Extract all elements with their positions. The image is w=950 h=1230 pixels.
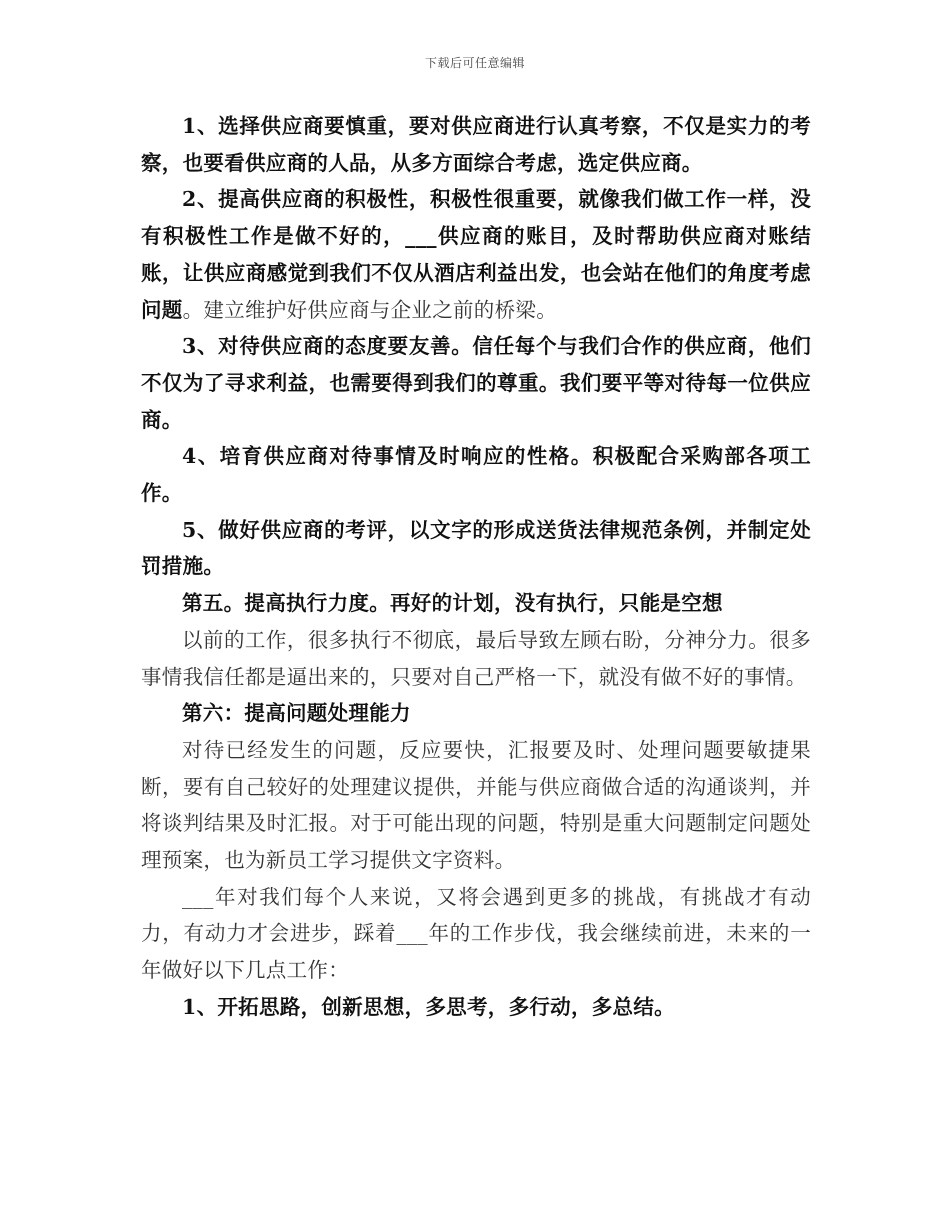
section-5-heading xyxy=(141,585,811,622)
page-header: 下载后可任意编辑 xyxy=(424,56,525,70)
paragraph-text: 以前的工作，很多执行不彻底，最后导致左顾右盼，分神分力。很多事情我信任都是逼出来的，只要对自己严格一下，就没有做不好的事情。 xyxy=(141,627,811,689)
paragraph-text: 4、培育供应商对待事情及时响应的性格。积极配合采购部各项工作。 xyxy=(141,444,811,506)
paragraph-text: ___年对我们每个人来说，又将会遇到更多的挑战，有挑战才有动力，有动力才会进步，踩着___年的工作步伐，我会继续前进，未来的一年做好以下几点工作： xyxy=(141,884,811,983)
heading-text: 第六：提高问题处理能力 xyxy=(182,701,411,726)
paragraph-text: 1、开拓思路，创新思想，多思考，多行动，多总结。 xyxy=(182,994,675,1019)
section-6-heading xyxy=(141,695,811,732)
paragraph-text: 2、提高供应商的积极性，积极性很重要，就像我们做工作一样，没有积极性工作是做不好的，___供应商的账目，及时帮助供应商对账结账，让供应商感觉到我们不仅从酒店利益出发，也会站在他们的角度考虑问题 xyxy=(141,187,811,322)
paragraph-text: 5、做好供应商的考评，以文字的形成送货法律规范条例，并制定处罚措施。 xyxy=(141,517,811,579)
document-body xyxy=(141,108,811,1026)
outlook-paragraph xyxy=(141,879,811,989)
section-5-body xyxy=(141,622,811,695)
section-6-body xyxy=(141,732,811,879)
paragraph-text: 1、选择供应商要慎重，要对供应商进行认真考察，不仅是实力的考察，也要看供应商的人品，从多方面综合考虑，选定供应商。 xyxy=(141,114,811,175)
plan-item-1 xyxy=(141,989,811,1026)
paragraph-item-4 xyxy=(141,438,811,511)
paragraph-item-1 xyxy=(141,108,811,181)
paragraph-item-2 xyxy=(141,181,811,328)
heading-text: 第五。提高执行力度。再好的计划，没有执行，只能是空想 xyxy=(182,591,723,616)
paragraph-text: 对待已经发生的问题，反应要快，汇报要及时、处理问题要敏捷果断，要有自己较好的处理建议提供，并能与供应商做合适的沟通谈判，并将谈判结果及时汇报。对于可能出现的问题，特别是重大问题制定问题处理预案，也为新员工学习提供文字资料。 xyxy=(141,737,811,873)
paragraph-item-5 xyxy=(141,512,811,585)
paragraph-text: 3、对待供应商的态度要友善。信任每个与我们合作的供应商，他们不仅为了寻求利益，也需要得到我们的尊重。我们要平等对待每一位供应商。 xyxy=(141,334,811,432)
paragraph-text-continued: 。建立维护好供应商与企业之前的桥梁。 xyxy=(182,297,558,322)
paragraph-item-3 xyxy=(141,328,811,438)
